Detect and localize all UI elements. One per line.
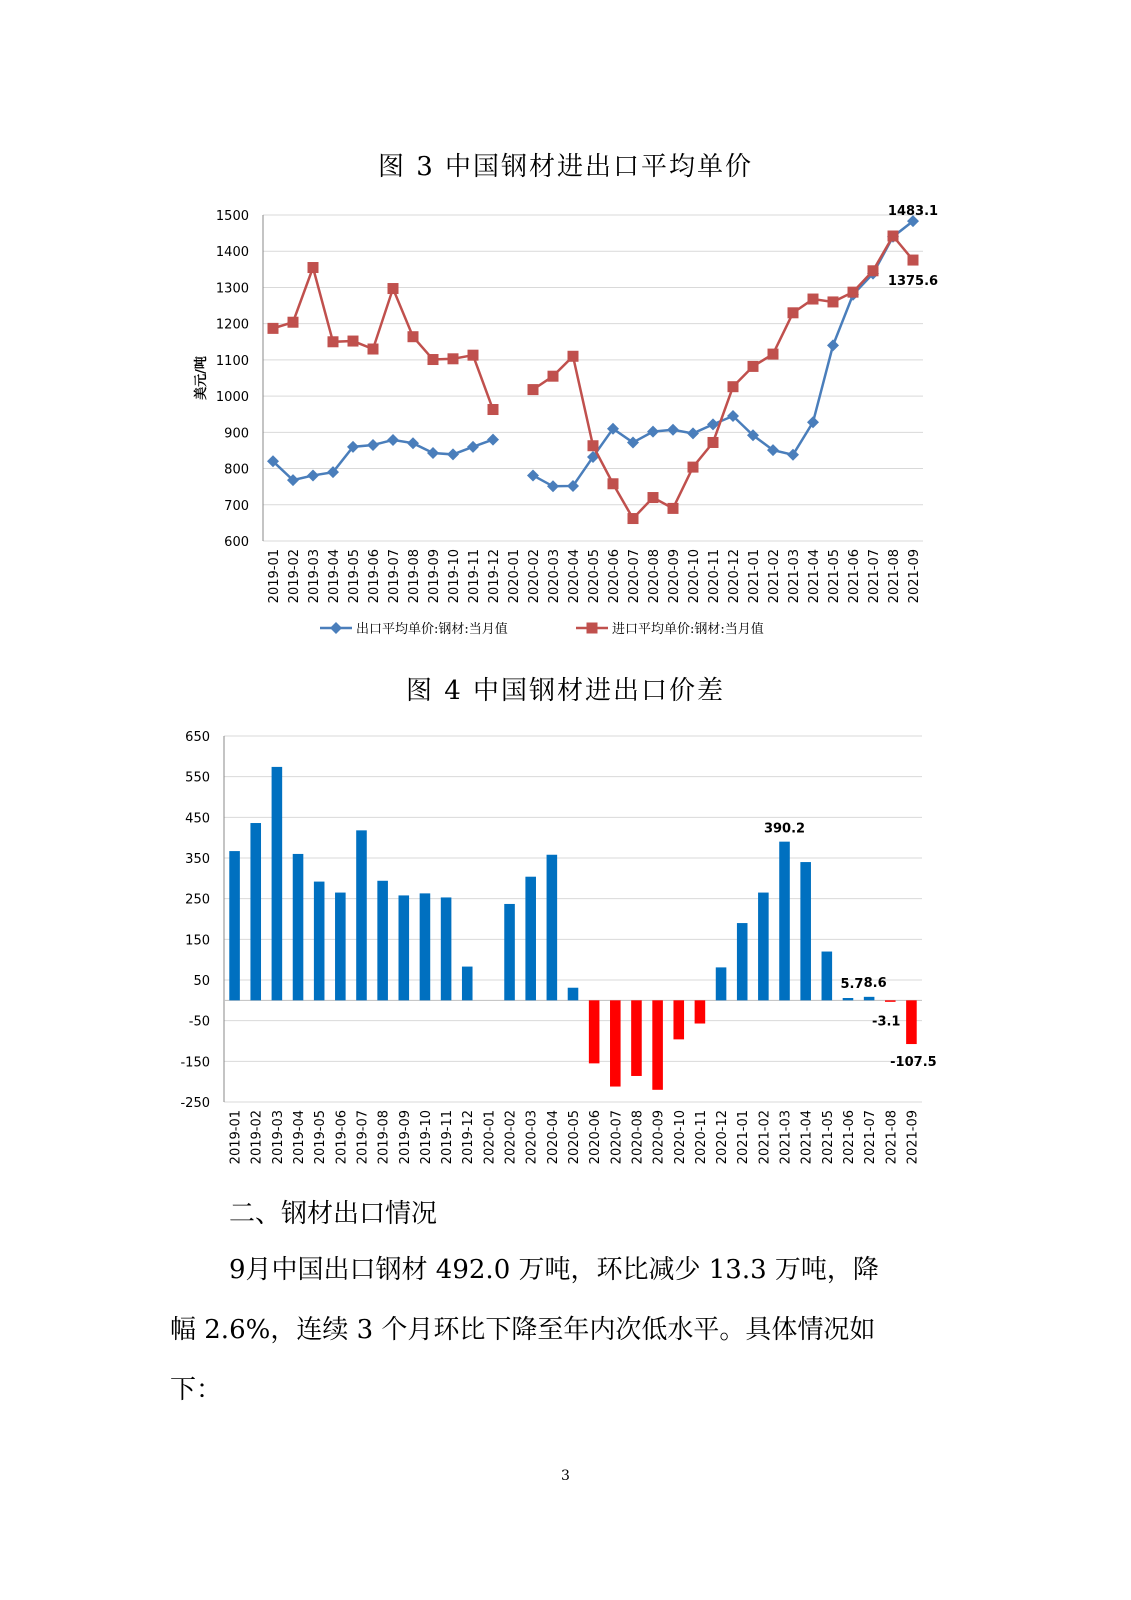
data-label: 1375.6 [887, 274, 939, 290]
price-gap-bar [779, 842, 790, 1001]
import-price-point [528, 384, 539, 395]
x-tick-label: 2020-07 [609, 1110, 625, 1165]
x-tick-label: 2019-10 [447, 549, 462, 604]
price-gap-bar [525, 877, 536, 1001]
export-price-point [667, 424, 679, 436]
price-gap-bar [568, 988, 579, 1001]
x-tick-label: 2019-07 [387, 549, 402, 604]
import-price-point [328, 336, 339, 347]
price-gap-bar [758, 893, 769, 1001]
import-price-point [388, 283, 399, 294]
import-price-point [768, 349, 779, 360]
import-price-point [828, 296, 839, 307]
price-gap-bar [695, 1000, 706, 1023]
x-tick-label: 2021-05 [827, 549, 842, 604]
y-tick-label: 550 [185, 770, 210, 786]
price-gap-bar [547, 855, 558, 1001]
price-gap-bar [335, 893, 346, 1001]
x-tick-label: 2020-07 [627, 549, 642, 604]
data-label: 1483.1 [887, 204, 939, 220]
x-tick-label: 2019-11 [467, 549, 482, 604]
x-tick-label: 2021-04 [799, 1110, 815, 1165]
x-tick-label: 2019-03 [270, 1110, 286, 1165]
legend-import-label: 进口平均单价:钢材:当月值 [612, 622, 764, 637]
export-price-point [427, 447, 439, 459]
x-tick-label: 2020-12 [715, 1110, 731, 1165]
legend-export-marker [330, 622, 342, 634]
x-tick-label: 2021-01 [736, 1110, 752, 1165]
data-label: 390.2 [763, 821, 806, 837]
export-price-point [307, 469, 319, 481]
x-tick-label: 2021-09 [905, 1110, 921, 1165]
x-tick-label: 2019-02 [287, 549, 302, 604]
x-tick-label: 2021-03 [778, 1110, 794, 1165]
paragraph-line-2: 幅 2.6%，连续 3 个月环比下降至年内次低水平。具体情况如 [170, 1315, 876, 1345]
import-price-point [888, 231, 899, 242]
import-price-point [348, 336, 359, 347]
chart4-bar-chart [0, 722, 1131, 1182]
import-price-point [368, 344, 379, 355]
series-line-1 [273, 268, 493, 410]
price-gap-bar [293, 854, 304, 1000]
x-tick-label: 2021-07 [867, 549, 882, 604]
import-price-point [788, 307, 799, 318]
import-price-point [848, 287, 859, 298]
price-gap-bar [737, 923, 748, 1000]
x-tick-label: 2019-07 [355, 1110, 371, 1165]
data-label: -3.1 [872, 1014, 901, 1030]
series-line-0 [273, 440, 493, 481]
y-tick-label: 250 [185, 892, 210, 908]
y-tick-label: 50 [193, 974, 210, 989]
export-price-point [387, 434, 399, 446]
price-gap-bar [420, 893, 431, 1000]
y-tick-label: 800 [224, 462, 249, 478]
y-tick-label: 600 [224, 535, 249, 550]
x-tick-label: 2019-12 [461, 1110, 477, 1165]
x-tick-label: 2019-01 [228, 1110, 244, 1165]
y-tick-label: -150 [180, 1055, 210, 1071]
price-gap-bar [631, 1000, 642, 1076]
price-gap-bar [610, 1000, 621, 1086]
y-tick-label: 150 [185, 933, 210, 949]
x-tick-label: 2019-10 [418, 1110, 434, 1165]
export-price-point [827, 339, 839, 351]
import-price-point [488, 404, 499, 415]
x-tick-label: 2021-03 [787, 549, 802, 604]
x-tick-label: 2021-06 [841, 1110, 857, 1165]
x-tick-label: 2020-02 [503, 1110, 519, 1165]
x-tick-label: 2019-09 [427, 549, 442, 604]
y-tick-label: 900 [224, 426, 249, 442]
import-price-point [748, 361, 759, 372]
import-price-point [408, 331, 419, 342]
series-line-1 [533, 236, 913, 519]
price-gap-bar [800, 862, 811, 1000]
import-price-point [568, 351, 579, 362]
export-price-point [647, 426, 659, 438]
import-price-point [548, 371, 559, 382]
x-tick-label: 2020-09 [667, 549, 682, 604]
price-gap-bar [250, 823, 261, 1000]
import-price-point [648, 492, 659, 503]
x-tick-label: 2021-08 [884, 1110, 900, 1165]
x-tick-label: 2019-09 [397, 1110, 413, 1165]
price-gap-bar [356, 830, 367, 1000]
import-price-point [468, 350, 479, 361]
x-tick-label: 2021-02 [767, 549, 782, 604]
price-gap-bar [843, 998, 854, 1000]
x-tick-label: 2019-08 [376, 1110, 392, 1165]
price-gap-bar [673, 1000, 684, 1039]
import-price-point [868, 265, 879, 276]
data-label: 8.6 [863, 975, 887, 991]
price-gap-bar [652, 1000, 663, 1089]
export-price-point [447, 448, 459, 460]
import-price-point [668, 503, 679, 514]
x-tick-label: 2020-03 [547, 549, 562, 604]
y-tick-label: 700 [224, 498, 249, 514]
x-tick-label: 2019-11 [440, 1110, 456, 1165]
x-tick-label: 2021-06 [847, 549, 862, 604]
x-tick-label: 2019-02 [249, 1110, 265, 1165]
import-price-point [808, 294, 819, 305]
price-gap-bar [864, 997, 875, 1000]
x-tick-label: 2019-06 [334, 1110, 350, 1165]
import-price-point [268, 323, 279, 334]
price-gap-bar [399, 895, 410, 1000]
export-price-point [407, 437, 419, 449]
x-tick-label: 2021-01 [747, 549, 762, 604]
price-gap-bar [441, 897, 452, 1000]
import-price-point [688, 462, 699, 473]
import-price-point [628, 513, 639, 524]
x-tick-label: 2020-03 [524, 1110, 540, 1165]
y-tick-label: 450 [185, 811, 210, 827]
price-gap-bar [272, 767, 283, 1000]
y-tick-label: 1400 [215, 245, 249, 261]
export-price-point [787, 449, 799, 461]
x-tick-label: 2019-04 [327, 549, 342, 604]
import-price-point [308, 262, 319, 273]
x-tick-label: 2019-12 [487, 549, 502, 604]
x-tick-label: 2021-07 [863, 1110, 879, 1165]
x-tick-label: 2020-04 [545, 1110, 561, 1165]
chart4-title: 图 4 中国钢材进出口价差 [405, 676, 726, 706]
price-gap-bar [885, 1000, 896, 1002]
import-price-point [288, 317, 299, 328]
export-price-point [527, 469, 539, 481]
paragraph-line-1: 9月中国出口钢材 492.0 万吨，环比减少 13.3 万吨，降 [229, 1255, 879, 1285]
export-price-point [367, 439, 379, 451]
import-price-point [708, 437, 719, 448]
export-price-point [687, 427, 699, 439]
x-tick-label: 2020-12 [727, 549, 742, 604]
export-price-point [467, 441, 479, 453]
x-tick-label: 2020-02 [527, 549, 542, 604]
paragraph-line-3: 下： [170, 1375, 223, 1405]
y-tick-label: 1500 [215, 209, 249, 224]
y-tick-label: 1300 [215, 281, 249, 297]
x-tick-label: 2021-08 [887, 549, 902, 604]
export-price-point [487, 434, 499, 446]
x-tick-label: 2019-05 [347, 549, 362, 604]
x-tick-label: 2019-01 [267, 549, 282, 604]
x-tick-label: 2020-10 [672, 1110, 688, 1165]
y-tick-label: -250 [180, 1096, 210, 1111]
import-price-point [608, 478, 619, 489]
x-tick-label: 2019-03 [307, 549, 322, 604]
y-tick-label: 1100 [215, 353, 249, 369]
price-gap-bar [229, 851, 240, 1000]
chart3-line-chart [0, 195, 1131, 665]
data-label: -107.5 [890, 1055, 937, 1071]
x-tick-label: 2020-11 [707, 549, 722, 604]
x-tick-label: 2019-08 [407, 549, 422, 604]
x-tick-label: 2020-10 [687, 549, 702, 604]
price-gap-bar [716, 967, 727, 1000]
legend-export-label: 出口平均单价:钢材:当月值 [356, 622, 508, 637]
import-price-point [428, 354, 439, 365]
price-gap-bar [314, 882, 325, 1001]
x-tick-label: 2019-06 [367, 549, 382, 604]
x-tick-label: 2021-04 [807, 549, 822, 604]
x-tick-label: 2020-08 [647, 549, 662, 604]
price-gap-bar [589, 1000, 600, 1063]
import-price-point [728, 381, 739, 392]
x-tick-label: 2020-06 [607, 549, 622, 604]
y-tick-label: 1000 [215, 390, 249, 406]
x-tick-label: 2021-05 [820, 1110, 836, 1165]
import-price-point [448, 353, 459, 364]
x-tick-label: 2020-08 [630, 1110, 646, 1165]
x-tick-label: 2020-01 [507, 549, 522, 604]
export-price-point [547, 480, 559, 492]
x-tick-label: 2021-02 [757, 1110, 773, 1165]
price-gap-bar [822, 952, 833, 1001]
price-gap-bar [377, 881, 388, 1001]
y-tick-label: 650 [185, 730, 210, 745]
x-tick-label: 2020-11 [693, 1110, 709, 1165]
legend-import-marker [587, 623, 598, 634]
section-heading: 二、钢材出口情况 [229, 1199, 438, 1229]
export-price-point [807, 416, 819, 428]
x-tick-label: 2020-06 [588, 1110, 604, 1165]
chart3-title: 图 3 中国钢材进出口平均单价 [377, 152, 754, 182]
data-label: 5.7 [840, 977, 864, 993]
y-axis-label: 美元/吨 [194, 356, 209, 400]
import-price-point [588, 440, 599, 451]
x-tick-label: 2020-01 [482, 1110, 498, 1165]
y-tick-label: 350 [185, 852, 210, 867]
x-tick-label: 2020-04 [567, 549, 582, 604]
y-tick-label: -50 [188, 1014, 210, 1030]
price-gap-bar [504, 904, 515, 1000]
price-gap-bar [906, 1000, 917, 1044]
page-number: 3 [561, 1468, 570, 1484]
x-tick-label: 2020-05 [587, 549, 602, 604]
y-tick-label: 1200 [215, 317, 249, 333]
x-tick-label: 2021-09 [907, 549, 922, 604]
x-tick-label: 2019-04 [292, 1110, 308, 1165]
x-tick-label: 2020-05 [567, 1110, 582, 1165]
x-tick-label: 2020-09 [651, 1110, 667, 1165]
import-price-point [908, 255, 919, 266]
price-gap-bar [462, 967, 473, 1001]
x-tick-label: 2019-05 [313, 1110, 329, 1165]
